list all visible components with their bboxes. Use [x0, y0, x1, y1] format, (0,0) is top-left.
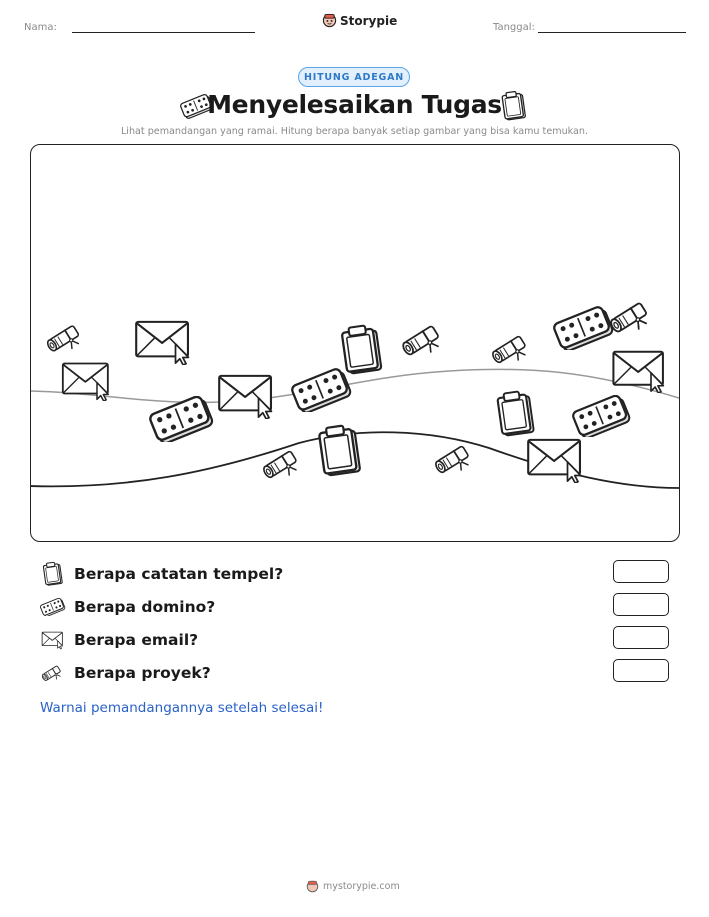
answer-box-email[interactable]: [613, 626, 669, 649]
scene-email-icon: [528, 440, 580, 483]
storypie-mascot-icon: [306, 880, 319, 893]
question-text: Berapa domino?: [74, 598, 216, 616]
scroll-icon: [40, 660, 66, 686]
coloring-note: Warnai pemandangannya setelah selesai!: [40, 700, 324, 716]
email-icon: [40, 627, 66, 653]
section-badge: HITUNG ADEGAN: [298, 67, 410, 87]
question-row-clipboard: [40, 561, 283, 587]
scene-domino-icon: [149, 394, 214, 445]
scene-illustration: [30, 144, 679, 541]
clipboard-icon: [40, 561, 66, 587]
clipboard-icon: [500, 90, 528, 122]
instructions: Lihat pemandangan yang ramai. Hitung berapa banyak setiap gambar yang bisa kamu temukan.: [120, 126, 589, 137]
page-title: Menyelesaikan Tugas: [207, 90, 502, 119]
question-row-scroll: [40, 660, 211, 686]
question-text: Berapa proyek?: [74, 664, 211, 682]
scene-email-icon: [63, 364, 108, 402]
site-url: mystorypie.com: [323, 881, 400, 892]
scene-clipboard-icon: [497, 390, 534, 436]
scene-email-icon: [219, 376, 271, 419]
date-label: Tanggal:: [493, 22, 535, 33]
brand-name: Storypie: [340, 13, 398, 28]
storypie-mascot-icon: [322, 13, 337, 28]
name-line[interactable]: [72, 32, 255, 33]
question-text: Berapa email?: [74, 631, 199, 649]
question-row-email: [40, 627, 198, 653]
scene-clipboard-icon: [341, 324, 381, 374]
question-text: Berapa catatan tempel?: [74, 565, 284, 583]
scene-scroll-icon: [401, 325, 444, 364]
hill-back-line: [30, 369, 679, 402]
domino-icon: [40, 594, 66, 620]
footer-site: [306, 880, 400, 893]
answer-box-scroll[interactable]: [613, 659, 669, 682]
scene-scroll-icon: [262, 450, 302, 486]
scene-scroll-icon: [609, 302, 652, 341]
answer-box-clipboard[interactable]: [613, 560, 669, 583]
brand-logo: [322, 13, 397, 28]
scene-domino-icon: [291, 367, 352, 415]
counting-scene[interactable]: [30, 144, 680, 542]
scene-scroll-icon: [491, 335, 531, 371]
scene-scroll-icon: [46, 325, 84, 359]
scene-domino-icon: [553, 305, 614, 353]
name-label: Nama:: [24, 22, 57, 33]
scene-scroll-icon: [434, 445, 474, 481]
date-line[interactable]: [538, 32, 686, 33]
scene-email-icon: [136, 322, 188, 365]
answer-box-domino[interactable]: [613, 593, 669, 616]
question-row-domino: [40, 594, 215, 620]
scene-clipboard-icon: [318, 424, 360, 476]
scene-domino-icon: [572, 394, 631, 440]
